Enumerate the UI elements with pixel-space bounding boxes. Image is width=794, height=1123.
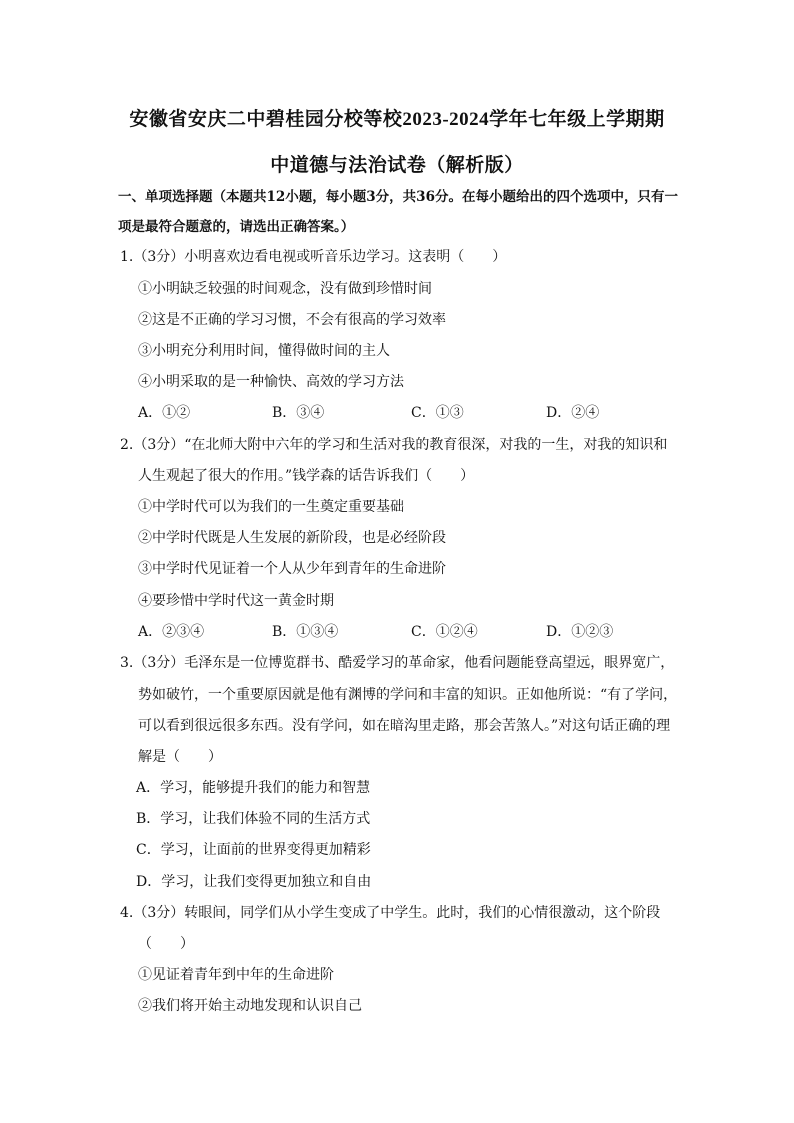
question-1-stem: 1.（3分）小明喜欢边看电视或听音乐边学习。这表明（ ） bbox=[120, 249, 507, 265]
question-2-item-2: ②中学时代既是人生发展的新阶段，也是必经阶段 bbox=[138, 530, 446, 546]
question-1-choice-c: C．①③ bbox=[411, 405, 464, 421]
question-2-choice-b: B．①③④ bbox=[272, 624, 339, 640]
question-2-item-1: ①中学时代可以为我们的一生奠定重要基础 bbox=[138, 499, 404, 515]
question-4-stem-line2: （ ） bbox=[138, 936, 194, 952]
question-1-item-1: ①小明缺乏较强的时间观念，没有做到珍惜时间 bbox=[138, 281, 432, 297]
question-2-item-4: ④要珍惜中学时代这一黄金时期 bbox=[138, 593, 334, 609]
exam-title-line2: 中道德与法治试卷（解析版） bbox=[270, 155, 524, 176]
question-4-item-1: ①见证着青年到中年的生命进阶 bbox=[138, 967, 334, 983]
question-4-item-2: ②我们将开始主动地发现和认识自己 bbox=[138, 998, 362, 1014]
question-2-item-3: ③中学时代见证着一个人从少年到青年的生命进阶 bbox=[138, 561, 446, 577]
question-4-stem-line1: 4.（3分）转眼间，同学们从小学生变成了中学生。此时，我们的心情很激动，这个阶段 bbox=[120, 905, 661, 921]
question-2-stem-line1: 2.（3分）“在北师大附中六年的学习和生活对我的教育很深，对我的一生，对我的知识和 bbox=[120, 437, 668, 453]
question-3-option-a: A．学习，能够提升我们的能力和智慧 bbox=[136, 780, 371, 796]
question-3-stem-line2: 势如破竹，一个重要原因就是他有渊博的学问和丰富的知识。正如他所说：“有了学问， bbox=[138, 687, 678, 703]
question-2-choice-d: D．①②③ bbox=[546, 624, 614, 640]
question-1-choice-b: B．③④ bbox=[272, 405, 325, 421]
question-3-option-c: C．学习，让面前的世界变得更加精彩 bbox=[136, 842, 371, 858]
question-2-choice-c: C．①②④ bbox=[411, 624, 478, 640]
section-heading: 一、单项选择题（本题共12小题，每小题3分，共36分。在每小题给出的四个选项中，只有一项是最符合题意的，请选出正确答案。） bbox=[118, 189, 678, 235]
exam-title-line1: 安徽省安庆二中碧桂园分校等校2023-2024学年七年级上学期期 bbox=[129, 109, 665, 130]
question-1-item-4: ④小明采取的是一种愉快、高效的学习方法 bbox=[138, 374, 404, 390]
question-3-stem-line4: 解是（ ） bbox=[138, 749, 222, 765]
question-2-choice-a: A．②③④ bbox=[138, 624, 205, 640]
question-1-choice-a: A．①② bbox=[138, 405, 191, 421]
question-1-choice-d: D．②④ bbox=[546, 405, 600, 421]
question-3-stem-line3: 可以看到很远很多东西。没有学问，如在暗沟里走路，那会苦煞人。”对这句话正确的理 bbox=[138, 718, 671, 734]
question-3-option-d: D．学习，让我们变得更加独立和自由 bbox=[136, 874, 372, 890]
question-1-item-3: ③小明充分利用时间，懂得做时间的主人 bbox=[138, 343, 390, 359]
question-3-stem-line1: 3.（3分）毛泽东是一位博览群书、酷爱学习的革命家，他看问题能登高望远，眼界宽广， bbox=[120, 655, 675, 671]
question-2-stem-line2: 人生观起了很大的作用。”钱学森的话告诉我们（ ） bbox=[138, 468, 475, 484]
question-3-option-b: B．学习，让我们体验不同的生活方式 bbox=[136, 811, 371, 827]
question-1-item-2: ②这是不正确的学习习惯，不会有很高的学习效率 bbox=[138, 312, 446, 328]
